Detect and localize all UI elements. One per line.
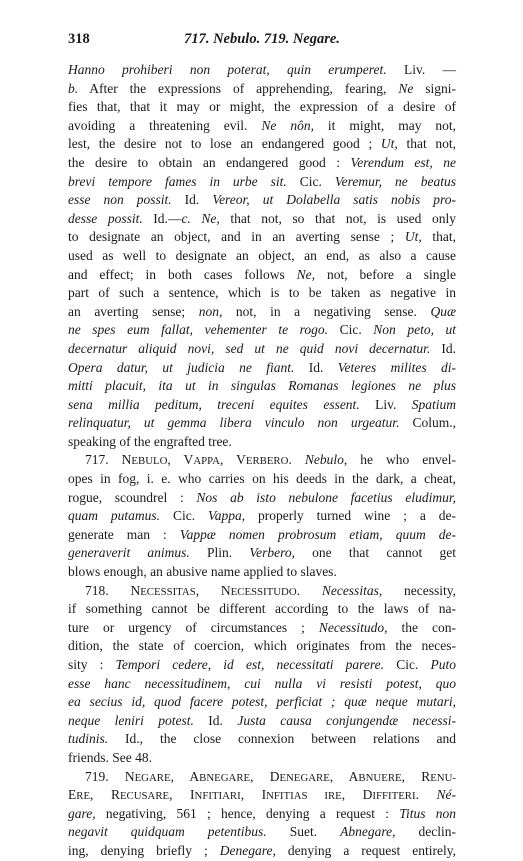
text-line: sena millia peditum, treceni equites essent. Liv. Spatium — [68, 396, 457, 412]
text-line: lest, the desire not to lose an endangered good ; Ut, that not, — [68, 136, 456, 152]
text-line: friends. See 48. — [68, 749, 152, 765]
text-line: 719. NEGARE, ABNEGARE, DENEGARE, ABNUERE, RENU- — [85, 768, 456, 784]
text-line: ture or urgency of circumstances ; Necessitudo, the con- — [68, 619, 456, 635]
text-line: generate man : Vappæ nomen probrosum etiam, quum de- — [68, 526, 456, 542]
text-line: esse hanc necessitudinem, cui nulla vi resisti potest, quo — [68, 675, 456, 691]
text-line: mitti placuit, ita ut in singulas Romanas legiones ne plus — [68, 378, 456, 394]
text-line: 717. NEBULO, VAPPA, VERBERO. Nebulo, he who envel- — [85, 452, 457, 468]
text-line: the desire to obtain an endangered good : Verendum est, ne — [68, 154, 456, 170]
text-line: avoiding a threatening evil. Ne nôn, it might, may not, — [68, 117, 457, 133]
text-line: brevi tempore fames in urbe sit. Cic. Veremur, ne beatus — [68, 173, 456, 189]
text-line: fies that, that it may or might, the expression of a desire of — [68, 99, 456, 115]
running-header — [68, 31, 456, 49]
text-line: an averting sense; non, not, in a negativing sense. Quæ — [68, 303, 456, 319]
text-line: neque leniri potest. Id. Justa causa conjungendæ necessi- — [68, 712, 456, 728]
text-line: sity : Tempori cedere, id est, necessitati parere. Cic. Puto — [68, 657, 456, 672]
text-line: dition, the state of coercion, which originates from the neces- — [68, 638, 456, 654]
text-line: ea secius id, quod facere potest, perficiat ; quæ neque mutari, — [68, 694, 456, 710]
text-line: desse possit. Id.—c. Ne, that not, so that not, is used only — [68, 210, 457, 226]
text-line: negavit quidquam petentibus. Suet. Abnegare, declin- — [68, 824, 456, 840]
text-line: Hanno prohiberi non poterat, quin erumperet. Liv. — — [68, 62, 456, 77]
text-line: and effect; in both cases follows Ne, not, before a single — [68, 266, 457, 282]
text-line: b. After the expressions of apprehending, fearing, Ne signi- — [68, 80, 456, 96]
text-line: quam putamus. Cic. Vappa, properly turned wine ; a de- — [68, 508, 456, 524]
text-line: gare, negativing, 561 ; hence, denying a request : Titus non — [68, 805, 456, 821]
running-title: 717. Nebulo. 719. Negare. — [184, 31, 340, 47]
text-line: blows enough, an abusive name applied to slaves. — [68, 564, 337, 580]
text-line: speaking of the engrafted tree. — [68, 433, 232, 449]
text-line: decernatur aliquid novi, sed ut ne quid novi decernatur. Id. — [68, 340, 456, 356]
text-line: opes in fog, i. e. who carries on his deeds in the dark, a cheat, — [68, 471, 456, 487]
body-text — [68, 61, 456, 861]
text-line: rogue, scoundrel : Nos ab isto nebulone facetius eludimur, — [68, 489, 456, 505]
text-line: esse non possit. Id. Vereor, ut Dolabella satis nobis pro- — [68, 192, 457, 208]
text-line: used as well to designate an object, an end, as also a cause — [68, 247, 456, 263]
text-line: part of such a sentence, which is to be taken as negative in — [68, 285, 456, 301]
text-line: generaverit animus. Plin. Verbero, one that cannot get — [68, 545, 457, 561]
text-line: to designate an object, and in an averting sense ; Ut, that, — [68, 229, 457, 245]
text-line: Opera datur, ut judicia ne fiant. Id. Veteres milites di- — [68, 359, 456, 375]
text-line: relinquatur, ut gemma libera vinculo non urgeatur. Colum., — [68, 415, 456, 431]
text-line: if something cannot be different according to the laws of na- — [68, 601, 456, 617]
text-line: tudinis. Id., the close connexion between relations and — [68, 731, 456, 747]
text-line: ing, denying briefly ; Denegare, denying a request entirely, — [68, 842, 457, 858]
page-number: 318 — [68, 31, 90, 47]
text-line: ne spes eum fallat, vehementer te rogo. Cic. Non peto, ut — [68, 322, 456, 338]
text-line: ERE, RECUSARE, INFITIARI, INFITIAS IRE, DIFFITERI. Né- — [68, 787, 457, 803]
text-line: 718. NECESSITAS, NECESSITUDO. Necessitas, necessity, — [85, 582, 456, 598]
